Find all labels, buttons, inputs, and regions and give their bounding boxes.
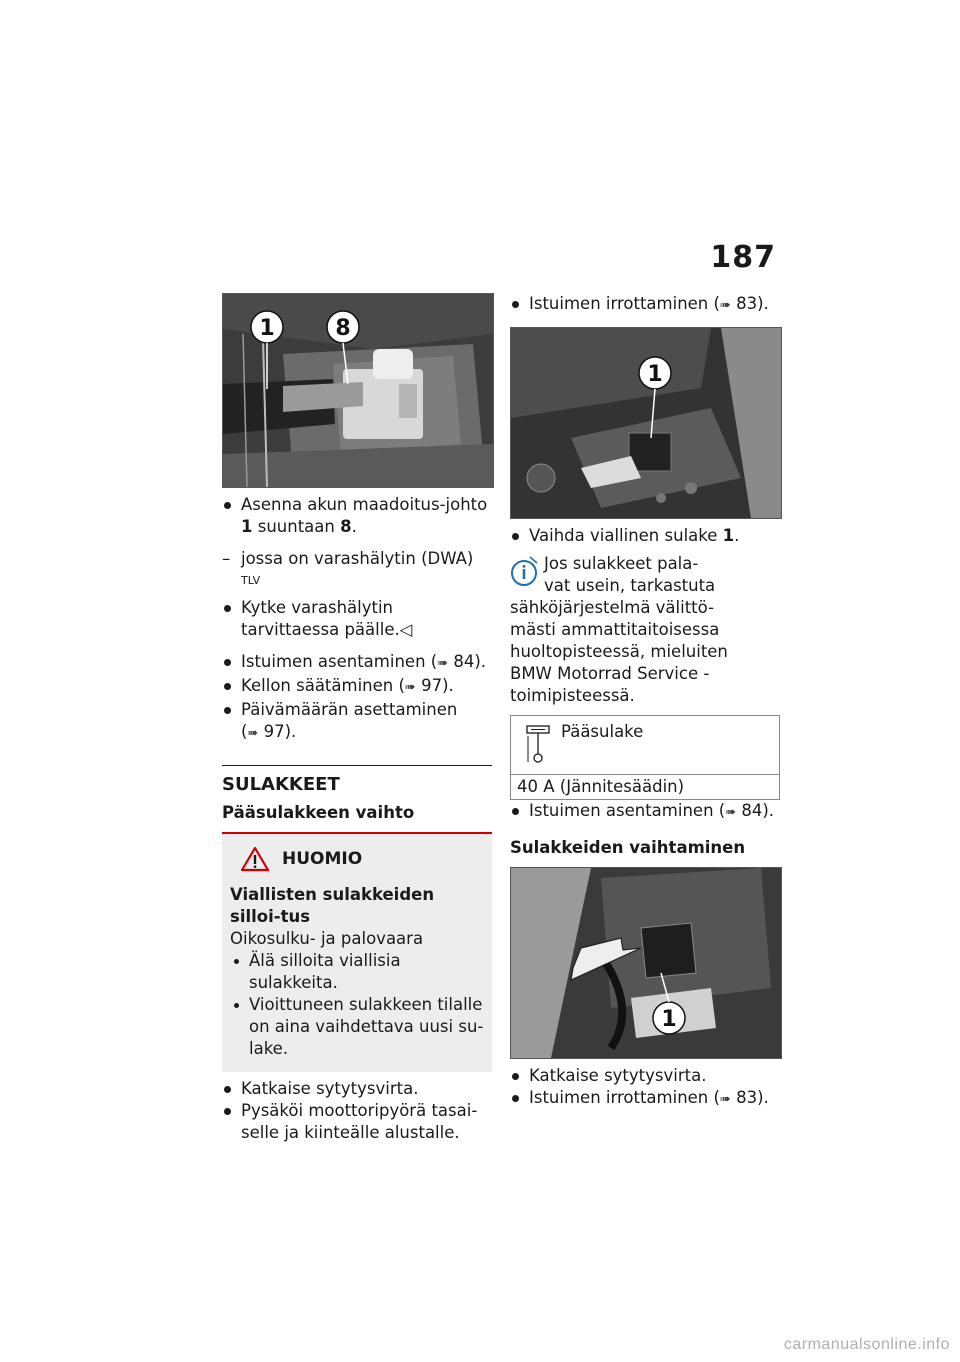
fuse-spec-table [510,715,780,800]
spec-value: 40 A (Jännitesäädin) [517,777,685,796]
fuse-spec-icon [525,724,553,764]
step-park: Pysäköi moottoripyörä tasai-selle ja kiinteälle alustalle. [222,1100,492,1144]
page-ref-link[interactable]: 84 [741,801,763,820]
step-ignition-off: Katkaise sytytysvirta. [222,1078,492,1100]
notice-item: Älä silloita viallisia sulakkeita. [230,950,484,994]
battery-ground-illustration [223,294,493,487]
page-ref-link[interactable]: 84 [453,651,475,671]
photo-callout-1: 1 [259,316,275,341]
step-install-seat: Istuimen asentaminen (➠ 84). [222,651,492,675]
notice-subtitle: Oikosulku- ja palovaara [230,928,424,948]
notice-label: HUOMIO [282,848,363,869]
step-set-clock: Kellon säätäminen (➠ 97). [222,675,492,699]
info-note: Jos sulakkeet pala- vat usein, tarkastuta sähköjärjestelmä välittö- mästi ammattitaitoisessa huoltopisteessä, mieluiten BMW Motorrad Service - toimipisteessä. [510,554,728,705]
arrow-ref-icon: ➠ [247,725,259,741]
page-ref-link[interactable]: 83 [736,294,758,313]
step-ignition-off: Katkaise sytytysvirta. [510,1065,780,1087]
fuse-box-photo [510,867,782,1059]
main-fuse-photo [510,327,782,519]
section-title: SULAKKEET [222,765,492,795]
warning-triangle-icon [240,846,270,872]
step-install-seat: Istuimen asentaminen (➠ 84). [510,800,780,824]
main-fuse-illustration [511,328,781,518]
subsection-title: Pääsulakkeen vaihto [222,802,415,822]
photo-callout-8: 8 [335,316,351,341]
arrow-ref-icon: ➠ [404,679,416,695]
right-column [510,293,780,1111]
photo-callout-1: 1 [647,362,663,387]
arrow-ref-icon: ➠ [719,298,731,313]
notice-item: Vioittuneen sulakkeen tilalle on aina vaihdettava uusi su-lake. [230,994,484,1060]
step-remove-seat: Istuimen irrottaminen (➠ 83). [510,1087,780,1111]
condition-alarm: – jossa on varashälytin (DWA) $^{TLV}$ [222,549,474,587]
step-install-ground-cable: Asenna akun maadoitus-johto 1 suuntaan 8. [222,494,492,538]
step-set-date: Päivämäärän asettaminen (➠ 97). [222,699,492,745]
fuse-box-illustration [511,868,781,1058]
page-ref-link[interactable]: 83 [736,1088,758,1107]
photo-callout-1: 1 [661,1007,677,1032]
notice-header [230,846,484,872]
spec-label: Pääsulake [561,722,644,741]
page-ref-link[interactable]: 97 [421,675,443,695]
step-enable-alarm: Kytke varashälytin tarvittaessa päälle.◁ [222,597,492,641]
arrow-ref-icon: ➠ [437,655,449,671]
step-replace-fuse: Vaihda viallinen sulake 1. [510,525,780,547]
page-ref-link[interactable]: 97 [263,721,285,741]
battery-ground-photo [222,293,494,488]
footer-watermark[interactable]: carmanualsonline.info [783,1336,950,1353]
subsection-title: Sulakkeiden vaihtaminen [510,838,746,857]
info-icon [510,555,538,591]
arrow-ref-icon: ➠ [719,1092,731,1107]
caution-notice [222,832,492,1072]
page-number: 187 [710,240,776,275]
arrow-ref-icon: ➠ [725,805,737,820]
notice-heading: Viallisten sulakkeiden silloi-tus [230,884,435,926]
step-remove-seat: Istuimen irrottaminen (➠ 83). [510,293,780,317]
left-column [222,293,492,1144]
spec-header [511,716,779,775]
